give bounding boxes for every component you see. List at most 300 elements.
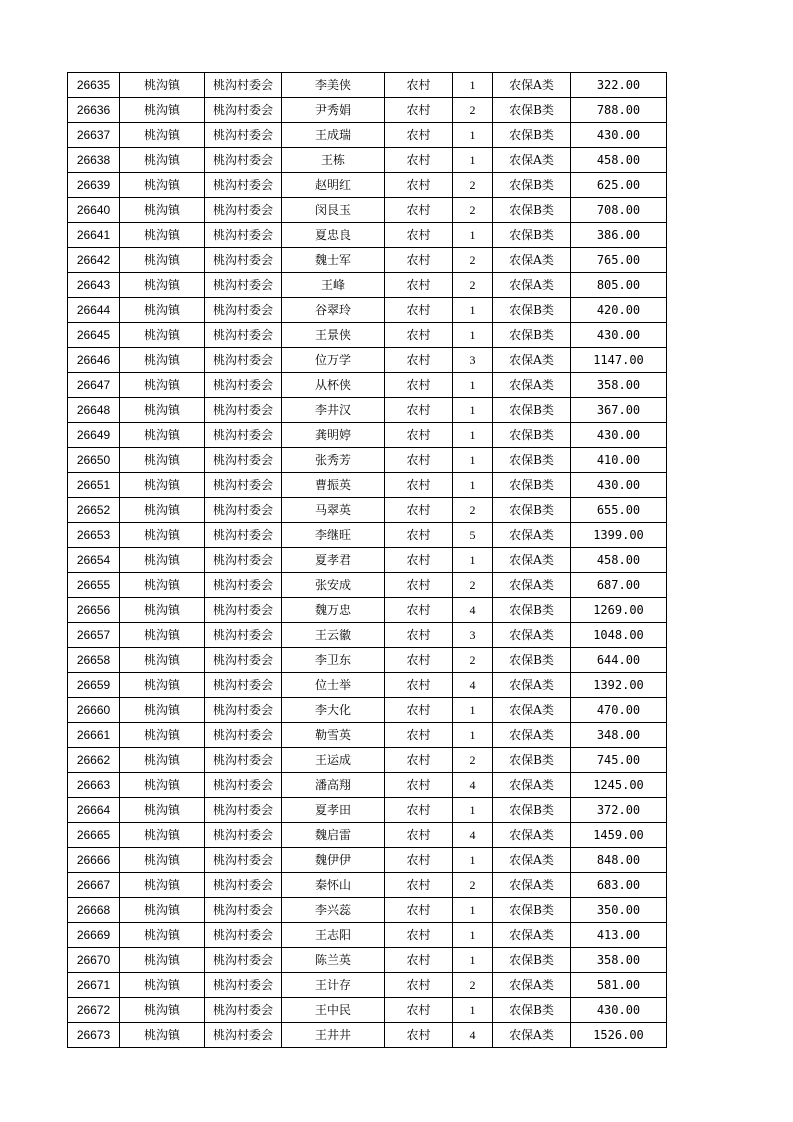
area-type-cell: 农村 xyxy=(385,898,453,923)
village-committee-cell: 桃沟村委会 xyxy=(205,1023,282,1048)
household-count-cell: 4 xyxy=(453,1023,493,1048)
village-committee-cell: 桃沟村委会 xyxy=(205,948,282,973)
table-row xyxy=(68,123,667,148)
person-name-cell: 魏万忠 xyxy=(282,598,385,623)
record-id-cell: 26641 xyxy=(68,223,120,248)
amount-cell: 625.00 xyxy=(571,173,667,198)
town-cell: 桃沟镇 xyxy=(120,873,205,898)
area-type-cell: 农村 xyxy=(385,223,453,248)
town-cell: 桃沟镇 xyxy=(120,223,205,248)
insurance-category-cell: 农保B类 xyxy=(493,323,571,348)
amount-cell: 644.00 xyxy=(571,648,667,673)
town-cell: 桃沟镇 xyxy=(120,898,205,923)
record-id-cell: 26648 xyxy=(68,398,120,423)
record-id-cell: 26665 xyxy=(68,823,120,848)
amount-cell: 430.00 xyxy=(571,473,667,498)
amount-cell: 1459.00 xyxy=(571,823,667,848)
village-committee-cell: 桃沟村委会 xyxy=(205,748,282,773)
area-type-cell: 农村 xyxy=(385,398,453,423)
village-committee-cell: 桃沟村委会 xyxy=(205,923,282,948)
record-id-cell: 26657 xyxy=(68,623,120,648)
area-type-cell: 农村 xyxy=(385,598,453,623)
household-count-cell: 1 xyxy=(453,298,493,323)
insurance-category-cell: 农保A类 xyxy=(493,698,571,723)
table-row xyxy=(68,898,667,923)
table-row xyxy=(68,823,667,848)
area-type-cell: 农村 xyxy=(385,423,453,448)
village-committee-cell: 桃沟村委会 xyxy=(205,698,282,723)
town-cell: 桃沟镇 xyxy=(120,173,205,198)
record-id-cell: 26650 xyxy=(68,448,120,473)
table-row xyxy=(68,523,667,548)
household-count-cell: 2 xyxy=(453,248,493,273)
record-id-cell: 26659 xyxy=(68,673,120,698)
household-count-cell: 1 xyxy=(453,848,493,873)
household-count-cell: 1 xyxy=(453,798,493,823)
record-id-cell: 26672 xyxy=(68,998,120,1023)
person-name-cell: 李兴蕊 xyxy=(282,898,385,923)
table-row xyxy=(68,948,667,973)
amount-cell: 1147.00 xyxy=(571,348,667,373)
person-name-cell: 位士举 xyxy=(282,673,385,698)
insurance-category-cell: 农保B类 xyxy=(493,898,571,923)
table-row xyxy=(68,423,667,448)
record-id-cell: 26658 xyxy=(68,648,120,673)
insurance-category-cell: 农保A类 xyxy=(493,148,571,173)
record-id-cell: 26670 xyxy=(68,948,120,973)
area-type-cell: 农村 xyxy=(385,923,453,948)
insurance-category-cell: 农保A类 xyxy=(493,623,571,648)
household-count-cell: 2 xyxy=(453,198,493,223)
record-id-cell: 26666 xyxy=(68,848,120,873)
household-count-cell: 1 xyxy=(453,948,493,973)
table-row xyxy=(68,648,667,673)
village-committee-cell: 桃沟村委会 xyxy=(205,548,282,573)
village-committee-cell: 桃沟村委会 xyxy=(205,373,282,398)
table-row xyxy=(68,748,667,773)
insurance-category-cell: 农保B类 xyxy=(493,998,571,1023)
area-type-cell: 农村 xyxy=(385,523,453,548)
person-name-cell: 张安成 xyxy=(282,573,385,598)
town-cell: 桃沟镇 xyxy=(120,823,205,848)
amount-cell: 350.00 xyxy=(571,898,667,923)
amount-cell: 458.00 xyxy=(571,148,667,173)
record-id-cell: 26654 xyxy=(68,548,120,573)
person-name-cell: 王志阳 xyxy=(282,923,385,948)
town-cell: 桃沟镇 xyxy=(120,648,205,673)
amount-cell: 708.00 xyxy=(571,198,667,223)
amount-cell: 683.00 xyxy=(571,873,667,898)
area-type-cell: 农村 xyxy=(385,973,453,998)
village-committee-cell: 桃沟村委会 xyxy=(205,573,282,598)
insurance-category-cell: 农保B类 xyxy=(493,173,571,198)
person-name-cell: 王成瑞 xyxy=(282,123,385,148)
record-id-cell: 26638 xyxy=(68,148,120,173)
table-row xyxy=(68,498,667,523)
area-type-cell: 农村 xyxy=(385,773,453,798)
amount-cell: 430.00 xyxy=(571,423,667,448)
household-count-cell: 1 xyxy=(453,323,493,348)
insurance-category-cell: 农保A类 xyxy=(493,923,571,948)
insurance-category-cell: 农保A类 xyxy=(493,373,571,398)
amount-cell: 348.00 xyxy=(571,723,667,748)
village-committee-cell: 桃沟村委会 xyxy=(205,173,282,198)
area-type-cell: 农村 xyxy=(385,723,453,748)
household-count-cell: 2 xyxy=(453,973,493,998)
table-row xyxy=(68,148,667,173)
record-id-cell: 26673 xyxy=(68,1023,120,1048)
town-cell: 桃沟镇 xyxy=(120,773,205,798)
household-count-cell: 1 xyxy=(453,423,493,448)
household-count-cell: 1 xyxy=(453,398,493,423)
village-committee-cell: 桃沟村委会 xyxy=(205,73,282,98)
town-cell: 桃沟镇 xyxy=(120,473,205,498)
town-cell: 桃沟镇 xyxy=(120,973,205,998)
insurance-category-cell: 农保A类 xyxy=(493,1023,571,1048)
household-count-cell: 1 xyxy=(453,698,493,723)
household-count-cell: 2 xyxy=(453,748,493,773)
household-count-cell: 2 xyxy=(453,173,493,198)
insurance-category-cell: 农保A类 xyxy=(493,348,571,373)
record-id-cell: 26671 xyxy=(68,973,120,998)
record-id-cell: 26663 xyxy=(68,773,120,798)
town-cell: 桃沟镇 xyxy=(120,148,205,173)
amount-cell: 1245.00 xyxy=(571,773,667,798)
household-count-cell: 5 xyxy=(453,523,493,548)
table-row xyxy=(68,698,667,723)
record-id-cell: 26640 xyxy=(68,198,120,223)
record-id-cell: 26656 xyxy=(68,598,120,623)
amount-cell: 430.00 xyxy=(571,998,667,1023)
village-committee-cell: 桃沟村委会 xyxy=(205,873,282,898)
insurance-category-cell: 农保A类 xyxy=(493,873,571,898)
village-committee-cell: 桃沟村委会 xyxy=(205,398,282,423)
area-type-cell: 农村 xyxy=(385,473,453,498)
person-name-cell: 赵明红 xyxy=(282,173,385,198)
household-count-cell: 1 xyxy=(453,923,493,948)
insurance-category-cell: 农保B类 xyxy=(493,398,571,423)
insurance-category-cell: 农保B类 xyxy=(493,223,571,248)
household-count-cell: 1 xyxy=(453,898,493,923)
person-name-cell: 王中民 xyxy=(282,998,385,1023)
household-count-cell: 1 xyxy=(453,723,493,748)
person-name-cell: 李美侠 xyxy=(282,73,385,98)
record-id-cell: 26668 xyxy=(68,898,120,923)
village-committee-cell: 桃沟村委会 xyxy=(205,598,282,623)
town-cell: 桃沟镇 xyxy=(120,398,205,423)
town-cell: 桃沟镇 xyxy=(120,323,205,348)
town-cell: 桃沟镇 xyxy=(120,73,205,98)
household-count-cell: 1 xyxy=(453,448,493,473)
table-row xyxy=(68,773,667,798)
table-row xyxy=(68,998,667,1023)
town-cell: 桃沟镇 xyxy=(120,123,205,148)
amount-cell: 805.00 xyxy=(571,273,667,298)
person-name-cell: 李大化 xyxy=(282,698,385,723)
record-id-cell: 26660 xyxy=(68,698,120,723)
table-row xyxy=(68,623,667,648)
insurance-category-cell: 农保A类 xyxy=(493,673,571,698)
household-count-cell: 4 xyxy=(453,598,493,623)
village-committee-cell: 桃沟村委会 xyxy=(205,673,282,698)
village-committee-cell: 桃沟村委会 xyxy=(205,898,282,923)
record-id-cell: 26653 xyxy=(68,523,120,548)
area-type-cell: 农村 xyxy=(385,448,453,473)
insurance-category-cell: 农保B类 xyxy=(493,98,571,123)
record-id-cell: 26649 xyxy=(68,423,120,448)
household-count-cell: 1 xyxy=(453,998,493,1023)
person-name-cell: 陈兰英 xyxy=(282,948,385,973)
area-type-cell: 农村 xyxy=(385,498,453,523)
table-row xyxy=(68,73,667,98)
table-row xyxy=(68,673,667,698)
amount-cell: 420.00 xyxy=(571,298,667,323)
area-type-cell: 农村 xyxy=(385,148,453,173)
household-count-cell: 2 xyxy=(453,573,493,598)
person-name-cell: 闵艮玉 xyxy=(282,198,385,223)
area-type-cell: 农村 xyxy=(385,748,453,773)
table-row xyxy=(68,398,667,423)
village-committee-cell: 桃沟村委会 xyxy=(205,348,282,373)
table-row xyxy=(68,348,667,373)
record-id-cell: 26647 xyxy=(68,373,120,398)
amount-cell: 1392.00 xyxy=(571,673,667,698)
area-type-cell: 农村 xyxy=(385,998,453,1023)
person-name-cell: 从杯侠 xyxy=(282,373,385,398)
amount-cell: 687.00 xyxy=(571,573,667,598)
village-committee-cell: 桃沟村委会 xyxy=(205,448,282,473)
table-row xyxy=(68,298,667,323)
household-count-cell: 1 xyxy=(453,73,493,98)
village-committee-cell: 桃沟村委会 xyxy=(205,523,282,548)
person-name-cell: 谷翠玲 xyxy=(282,298,385,323)
insurance-category-cell: 农保B类 xyxy=(493,473,571,498)
town-cell: 桃沟镇 xyxy=(120,923,205,948)
village-committee-cell: 桃沟村委会 xyxy=(205,473,282,498)
village-committee-cell: 桃沟村委会 xyxy=(205,498,282,523)
amount-cell: 1269.00 xyxy=(571,598,667,623)
person-name-cell: 马翠英 xyxy=(282,498,385,523)
household-count-cell: 4 xyxy=(453,773,493,798)
town-cell: 桃沟镇 xyxy=(120,623,205,648)
person-name-cell: 王计存 xyxy=(282,973,385,998)
amount-cell: 410.00 xyxy=(571,448,667,473)
record-id-cell: 26637 xyxy=(68,123,120,148)
insurance-category-cell: 农保B类 xyxy=(493,598,571,623)
amount-cell: 430.00 xyxy=(571,323,667,348)
household-count-cell: 1 xyxy=(453,473,493,498)
table-row xyxy=(68,848,667,873)
table-row xyxy=(68,923,667,948)
village-committee-cell: 桃沟村委会 xyxy=(205,973,282,998)
area-type-cell: 农村 xyxy=(385,198,453,223)
town-cell: 桃沟镇 xyxy=(120,1023,205,1048)
amount-cell: 470.00 xyxy=(571,698,667,723)
record-id-cell: 26661 xyxy=(68,723,120,748)
amount-cell: 788.00 xyxy=(571,98,667,123)
person-name-cell: 李继旺 xyxy=(282,523,385,548)
amount-cell: 765.00 xyxy=(571,248,667,273)
person-name-cell: 李卫东 xyxy=(282,648,385,673)
person-name-cell: 王井井 xyxy=(282,1023,385,1048)
village-committee-cell: 桃沟村委会 xyxy=(205,848,282,873)
amount-cell: 848.00 xyxy=(571,848,667,873)
amount-cell: 1526.00 xyxy=(571,1023,667,1048)
village-committee-cell: 桃沟村委会 xyxy=(205,998,282,1023)
town-cell: 桃沟镇 xyxy=(120,798,205,823)
village-committee-cell: 桃沟村委会 xyxy=(205,248,282,273)
area-type-cell: 农村 xyxy=(385,798,453,823)
insurance-category-cell: 农保A类 xyxy=(493,548,571,573)
insurance-category-cell: 农保B类 xyxy=(493,948,571,973)
amount-cell: 386.00 xyxy=(571,223,667,248)
village-committee-cell: 桃沟村委会 xyxy=(205,323,282,348)
record-id-cell: 26639 xyxy=(68,173,120,198)
person-name-cell: 魏启雷 xyxy=(282,823,385,848)
amount-cell: 367.00 xyxy=(571,398,667,423)
amount-cell: 430.00 xyxy=(571,123,667,148)
insurance-category-cell: 农保A类 xyxy=(493,723,571,748)
area-type-cell: 农村 xyxy=(385,173,453,198)
town-cell: 桃沟镇 xyxy=(120,373,205,398)
amount-cell: 655.00 xyxy=(571,498,667,523)
record-id-cell: 26664 xyxy=(68,798,120,823)
town-cell: 桃沟镇 xyxy=(120,198,205,223)
record-id-cell: 26652 xyxy=(68,498,120,523)
household-count-cell: 2 xyxy=(453,648,493,673)
household-count-cell: 1 xyxy=(453,123,493,148)
table-row xyxy=(68,98,667,123)
village-committee-cell: 桃沟村委会 xyxy=(205,123,282,148)
record-id-cell: 26643 xyxy=(68,273,120,298)
insurance-category-cell: 农保B类 xyxy=(493,198,571,223)
household-count-cell: 2 xyxy=(453,273,493,298)
person-name-cell: 尹秀娟 xyxy=(282,98,385,123)
record-id-cell: 26636 xyxy=(68,98,120,123)
village-committee-cell: 桃沟村委会 xyxy=(205,423,282,448)
person-name-cell: 夏孝田 xyxy=(282,798,385,823)
town-cell: 桃沟镇 xyxy=(120,348,205,373)
table-row xyxy=(68,223,667,248)
table-row xyxy=(68,548,667,573)
town-cell: 桃沟镇 xyxy=(120,673,205,698)
town-cell: 桃沟镇 xyxy=(120,448,205,473)
record-id-cell: 26642 xyxy=(68,248,120,273)
village-committee-cell: 桃沟村委会 xyxy=(205,198,282,223)
person-name-cell: 王栋 xyxy=(282,148,385,173)
person-name-cell: 王云徽 xyxy=(282,623,385,648)
area-type-cell: 农村 xyxy=(385,873,453,898)
village-committee-cell: 桃沟村委会 xyxy=(205,273,282,298)
insurance-category-cell: 农保A类 xyxy=(493,973,571,998)
table-row xyxy=(68,798,667,823)
person-name-cell: 王景侠 xyxy=(282,323,385,348)
town-cell: 桃沟镇 xyxy=(120,98,205,123)
insurance-category-cell: 农保B类 xyxy=(493,298,571,323)
table-row xyxy=(68,573,667,598)
insurance-category-cell: 农保A类 xyxy=(493,273,571,298)
area-type-cell: 农村 xyxy=(385,573,453,598)
town-cell: 桃沟镇 xyxy=(120,848,205,873)
insurance-category-cell: 农保B类 xyxy=(493,748,571,773)
village-committee-cell: 桃沟村委会 xyxy=(205,823,282,848)
area-type-cell: 农村 xyxy=(385,98,453,123)
record-id-cell: 26644 xyxy=(68,298,120,323)
town-cell: 桃沟镇 xyxy=(120,948,205,973)
table-row xyxy=(68,448,667,473)
insurance-category-cell: 农保A类 xyxy=(493,573,571,598)
person-name-cell: 魏士军 xyxy=(282,248,385,273)
insurance-category-cell: 农保B类 xyxy=(493,448,571,473)
insurance-category-cell: 农保A类 xyxy=(493,848,571,873)
insurance-category-cell: 农保B类 xyxy=(493,123,571,148)
record-id-cell: 26655 xyxy=(68,573,120,598)
person-name-cell: 王峰 xyxy=(282,273,385,298)
household-count-cell: 4 xyxy=(453,673,493,698)
area-type-cell: 农村 xyxy=(385,698,453,723)
record-id-cell: 26645 xyxy=(68,323,120,348)
insurance-category-cell: 农保A类 xyxy=(493,523,571,548)
area-type-cell: 农村 xyxy=(385,673,453,698)
amount-cell: 581.00 xyxy=(571,973,667,998)
household-count-cell: 2 xyxy=(453,498,493,523)
table-row xyxy=(68,473,667,498)
area-type-cell: 农村 xyxy=(385,298,453,323)
area-type-cell: 农村 xyxy=(385,73,453,98)
town-cell: 桃沟镇 xyxy=(120,698,205,723)
area-type-cell: 农村 xyxy=(385,948,453,973)
insurance-category-cell: 农保B类 xyxy=(493,648,571,673)
amount-cell: 1048.00 xyxy=(571,623,667,648)
area-type-cell: 农村 xyxy=(385,323,453,348)
area-type-cell: 农村 xyxy=(385,623,453,648)
beneficiary-table xyxy=(67,72,667,1048)
household-count-cell: 1 xyxy=(453,148,493,173)
record-id-cell: 26635 xyxy=(68,73,120,98)
person-name-cell: 曹振英 xyxy=(282,473,385,498)
amount-cell: 358.00 xyxy=(571,948,667,973)
village-committee-cell: 桃沟村委会 xyxy=(205,723,282,748)
household-count-cell: 4 xyxy=(453,823,493,848)
table-row xyxy=(68,273,667,298)
amount-cell: 358.00 xyxy=(571,373,667,398)
area-type-cell: 农村 xyxy=(385,348,453,373)
amount-cell: 1399.00 xyxy=(571,523,667,548)
household-count-cell: 1 xyxy=(453,373,493,398)
amount-cell: 458.00 xyxy=(571,548,667,573)
table-row xyxy=(68,198,667,223)
person-name-cell: 夏孝君 xyxy=(282,548,385,573)
insurance-category-cell: 农保A类 xyxy=(493,248,571,273)
household-count-cell: 2 xyxy=(453,98,493,123)
area-type-cell: 农村 xyxy=(385,373,453,398)
table-row xyxy=(68,248,667,273)
village-committee-cell: 桃沟村委会 xyxy=(205,773,282,798)
town-cell: 桃沟镇 xyxy=(120,273,205,298)
town-cell: 桃沟镇 xyxy=(120,423,205,448)
amount-cell: 413.00 xyxy=(571,923,667,948)
household-count-cell: 3 xyxy=(453,348,493,373)
table-row xyxy=(68,723,667,748)
town-cell: 桃沟镇 xyxy=(120,298,205,323)
village-committee-cell: 桃沟村委会 xyxy=(205,98,282,123)
village-committee-cell: 桃沟村委会 xyxy=(205,623,282,648)
amount-cell: 372.00 xyxy=(571,798,667,823)
household-count-cell: 3 xyxy=(453,623,493,648)
table-row xyxy=(68,1023,667,1048)
household-count-cell: 1 xyxy=(453,548,493,573)
table-body xyxy=(68,73,667,1048)
